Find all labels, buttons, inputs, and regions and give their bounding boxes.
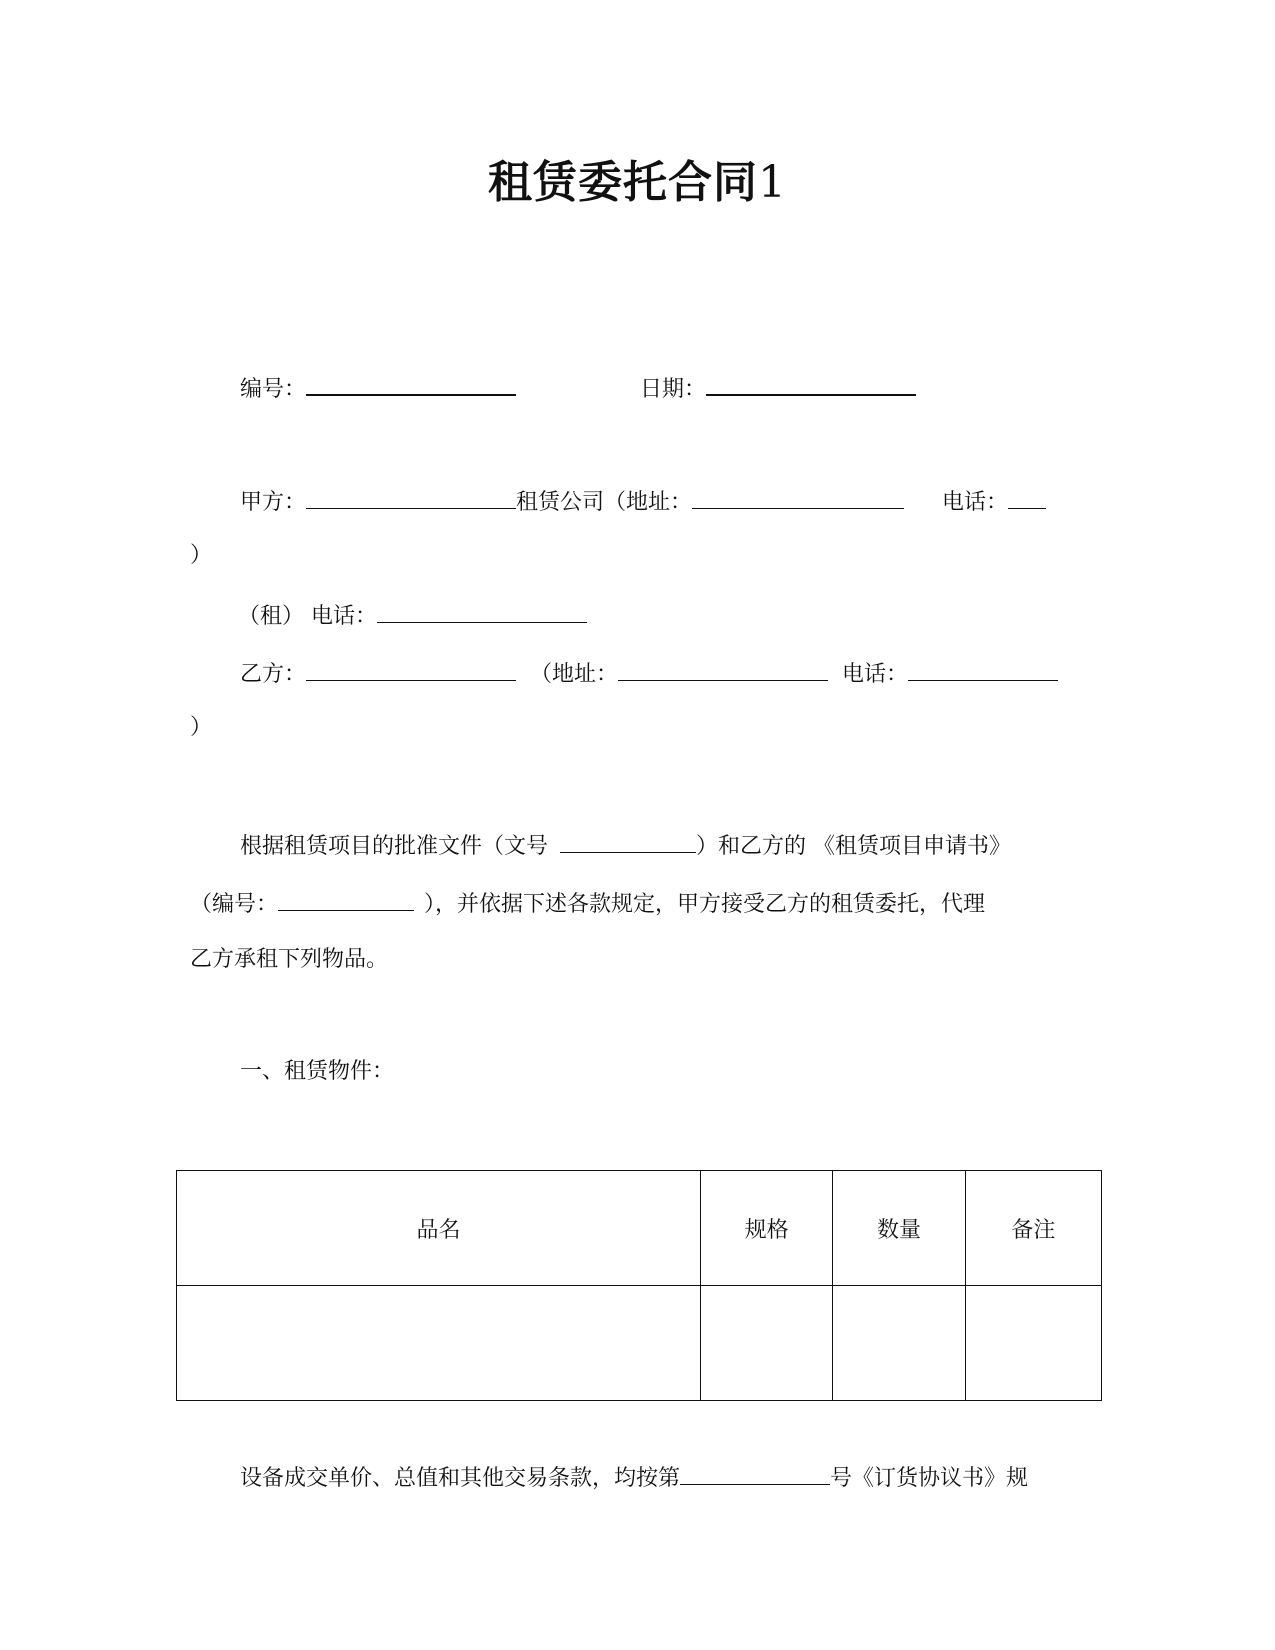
intro-2b: ），并依据下述各款规定，甲方接受乙方的租赁委托，代理 — [424, 892, 986, 917]
party-b-address-blank[interactable] — [618, 658, 828, 681]
party-a-close: ） — [190, 543, 213, 568]
intro-line-1 — [240, 830, 1011, 861]
cell-remarks[interactable] — [965, 1286, 1101, 1401]
party-a-phone-label: 电话： — [942, 490, 1009, 515]
party-b-line — [240, 658, 1058, 689]
party-a-name-blank[interactable] — [306, 486, 516, 509]
items-table — [176, 1170, 1102, 1401]
party-a-company: 租赁公司（地址： — [516, 490, 693, 515]
intro-1b: ）和乙方的 《租赁项目申请书》 — [696, 834, 1012, 859]
number-field — [240, 372, 516, 404]
date-label: 日期： — [640, 377, 707, 402]
party-a-phone-blank[interactable] — [1008, 486, 1046, 509]
party-b-phone-label: 电话： — [842, 662, 909, 687]
header-item-name: 品名 — [177, 1171, 701, 1286]
intro-line-3: 乙方承租下列物品。 — [190, 947, 389, 972]
agreement-number-blank[interactable] — [680, 1462, 830, 1485]
number-label: 编号： — [240, 377, 307, 402]
party-a-rent-phone-blank[interactable] — [377, 600, 587, 623]
intro-line-2 — [190, 888, 985, 919]
footer-b: 号《订货协议书》规 — [830, 1466, 1029, 1491]
party-b-phone-blank[interactable] — [908, 658, 1058, 681]
header-remarks: 备注 — [965, 1171, 1101, 1286]
date-field — [640, 372, 916, 404]
party-a-line — [240, 486, 1046, 517]
cell-spec[interactable] — [700, 1286, 832, 1401]
party-b-close: ） — [190, 715, 213, 740]
party-a-rent-line — [238, 600, 587, 631]
party-b-name-blank[interactable] — [306, 658, 516, 681]
date-blank[interactable] — [706, 372, 916, 396]
cell-quantity[interactable] — [833, 1286, 965, 1401]
section-1-heading: 一、租赁物件： — [240, 1059, 395, 1084]
footer-a: 设备成交单价、总值和其他交易条款，均按第 — [240, 1466, 681, 1491]
intro-1a: 根据租赁项目的批准文件（文号 — [240, 834, 549, 859]
document-title — [0, 146, 1275, 210]
footer-line — [240, 1462, 1028, 1493]
header-spec: 规格 — [700, 1171, 832, 1286]
cell-item-name[interactable] — [177, 1286, 701, 1401]
title-main: 租赁委托合同 — [488, 157, 758, 208]
party-a-label: 甲方： — [240, 490, 307, 515]
party-a-rent-label: （租） 电话： — [238, 604, 377, 629]
application-number-blank[interactable] — [278, 888, 414, 911]
party-a-address-blank[interactable] — [692, 486, 904, 509]
document-number-blank[interactable] — [560, 830, 696, 853]
party-b-address-label: （地址： — [530, 662, 619, 687]
header-quantity: 数量 — [833, 1171, 965, 1286]
table-header-row — [177, 1171, 1102, 1286]
title-number: 1 — [758, 157, 787, 208]
table-row — [177, 1286, 1102, 1401]
party-b-label: 乙方： — [240, 662, 307, 687]
number-blank[interactable] — [306, 372, 516, 396]
intro-2a: （编号： — [190, 892, 279, 917]
